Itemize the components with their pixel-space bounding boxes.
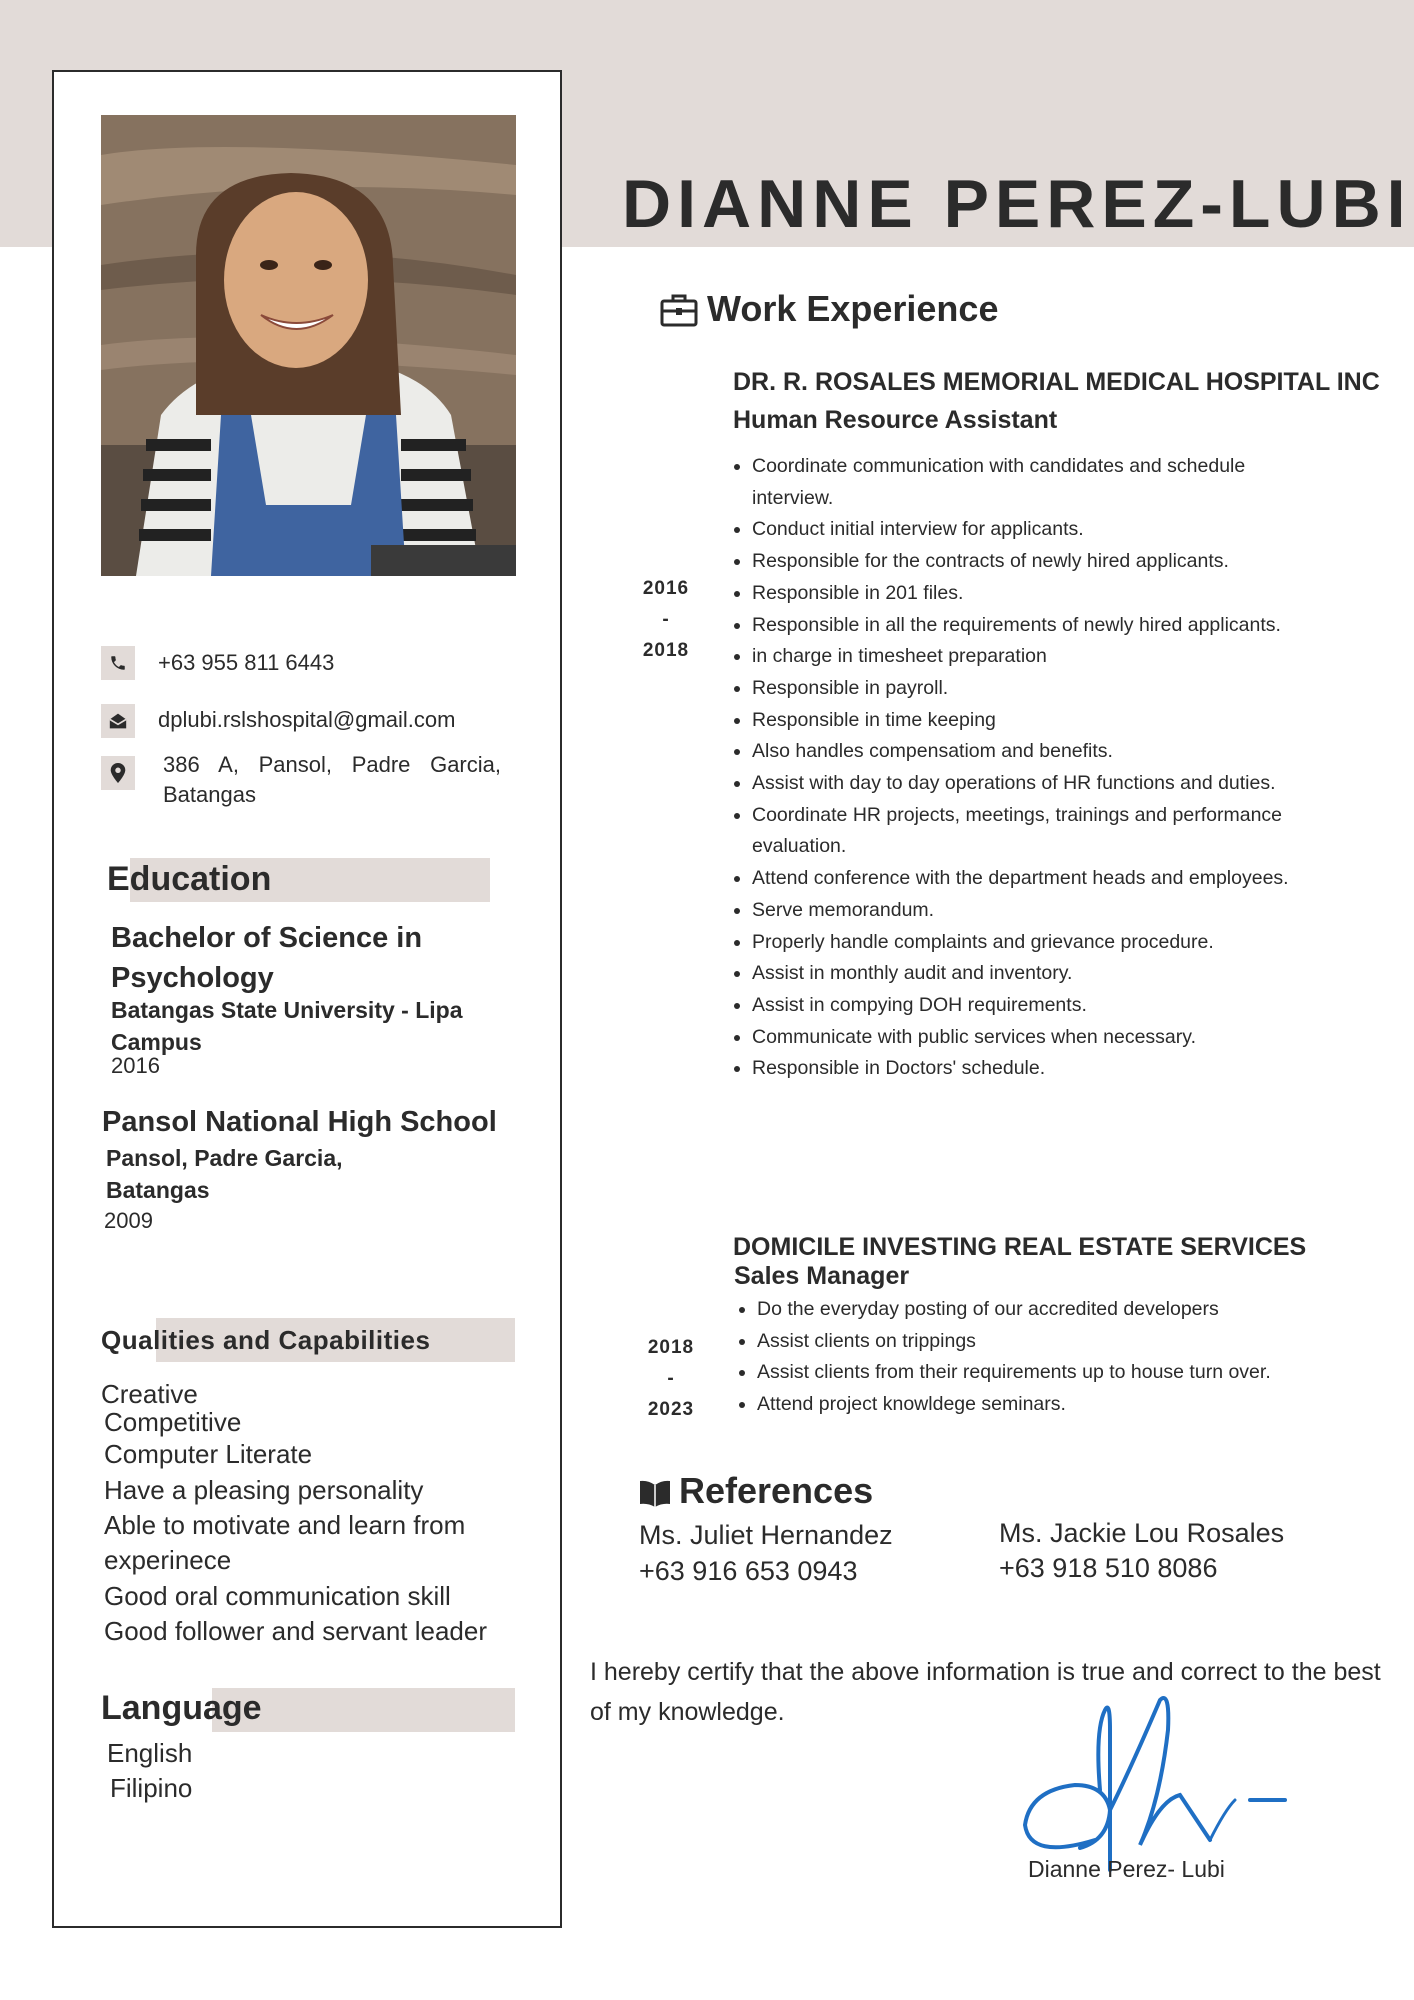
- work-experience-heading: Work Experience: [707, 288, 999, 329]
- duty-item: • Assist clients on trippings: [757, 1326, 1297, 1358]
- education-school-1: Batangas State University - Lipa Campus: [111, 997, 463, 1055]
- profile-photo: [101, 115, 516, 576]
- email-address: dplubi.rslshospital@gmail.com: [158, 707, 456, 732]
- duty-item: • Conduct initial interview for applicants.: [752, 514, 1290, 546]
- mail-icon: [101, 704, 135, 738]
- reference-phone-2: +63 918 510 8086: [999, 1553, 1218, 1583]
- references-heading: References: [679, 1470, 874, 1511]
- reference-phone-1: +63 916 653 0943: [639, 1556, 858, 1586]
- duty-item: • Do the everyday posting of our accredited developers: [757, 1294, 1297, 1326]
- duty-item: • Assist clients from their requirements up to house turn over.: [757, 1357, 1297, 1389]
- duty-item: • Properly handle complaints and grievance procedure.: [752, 927, 1290, 959]
- education-degree-1: Bachelor of Science in Psychology: [111, 922, 423, 994]
- briefcase-icon: [660, 292, 698, 328]
- education-heading: Education: [107, 860, 272, 898]
- language-item: English: [107, 1738, 193, 1768]
- duty-item: • Attend conference with the department heads and employees.: [752, 863, 1290, 895]
- job-year-start: 2016: [642, 578, 690, 599]
- duty-item: • Communicate with public services when necessary.: [752, 1022, 1290, 1054]
- duty-item: • Assist in compying DOH requirements.: [752, 990, 1290, 1022]
- job-company-1: DR. R. ROSALES MEMORIAL MEDICAL HOSPITAL INC: [733, 368, 1380, 396]
- language-heading: Language: [101, 1689, 262, 1727]
- certification-statement: I hereby certify that the above information is true and correct to the best of my knowledge.: [590, 1658, 1381, 1726]
- reference-name-2: Ms. Jackie Lou Rosales: [999, 1518, 1285, 1548]
- duty-item: • Assist in monthly audit and inventory.: [752, 958, 1290, 990]
- duty-item: • Also handles compensatiom and benefits.: [752, 736, 1290, 768]
- duty-item: • Coordinate communication with candidates and schedule interview.: [752, 451, 1290, 514]
- duty-item: • Responsible in 201 files.: [752, 578, 1290, 610]
- duty-item: • Serve memorandum.: [752, 895, 1290, 927]
- quality-item: experinece: [104, 1545, 232, 1575]
- qualities-heading: Qualities and Capabilities: [101, 1325, 431, 1355]
- duty-item: • Responsible in payroll.: [752, 673, 1290, 705]
- duty-item: • in charge in timesheet preparation: [752, 641, 1290, 673]
- duty-item: • Responsible in Doctors' schedule.: [752, 1053, 1290, 1085]
- job-title-1: Human Resource Assistant: [733, 406, 1058, 434]
- job-year-separator: -: [662, 609, 670, 630]
- education-year-1: 2016: [111, 1053, 160, 1078]
- job-company-2: DOMICILE INVESTING REAL ESTATE SERVICES: [733, 1233, 1307, 1261]
- education-school-2: Pansol, Padre Garcia, Batangas: [106, 1145, 343, 1203]
- signature-graphic: [1010, 1690, 1300, 1875]
- quality-item: Computer Literate: [104, 1439, 313, 1469]
- phone-number: +63 955 811 6443: [158, 650, 335, 675]
- duty-item: • Responsible for the contracts of newly hired applicants.: [752, 546, 1290, 578]
- quality-item: Good oral communication skill: [104, 1581, 451, 1611]
- home-address: 386 A, Pansol, Padre Garcia, Batangas: [163, 752, 501, 807]
- signatory-name: Dianne Perez- Lubi: [1028, 1856, 1225, 1882]
- job-year-end: 2018: [642, 640, 690, 661]
- duty-item: • Attend project knowldege seminars.: [757, 1389, 1297, 1421]
- candidate-name: DIANNE PEREZ-LUBI: [622, 166, 1412, 242]
- quality-item: Have a pleasing personality: [104, 1475, 424, 1505]
- quality-item: Creative: [101, 1379, 198, 1409]
- duty-item: • Assist with day to day operations of HR functions and duties.: [752, 768, 1290, 800]
- duty-item: • Responsible in time keeping: [752, 705, 1290, 737]
- duty-item: • Responsible in all the requirements of newly hired applicants.: [752, 610, 1290, 642]
- education-year-2: 2009: [104, 1208, 153, 1233]
- language-item: Filipino: [110, 1773, 193, 1803]
- job-duties-2: [737, 1294, 1297, 1421]
- duty-item: • Coordinate HR projects, meetings, trainings and performance evaluation.: [752, 800, 1290, 863]
- job-year-start: 2018: [647, 1337, 695, 1358]
- quality-item: Good follower and servant leader: [104, 1616, 488, 1646]
- reference-name-1: Ms. Juliet Hernandez: [639, 1520, 893, 1550]
- job-duties-1: [732, 451, 1290, 1085]
- job-year-separator: -: [667, 1368, 675, 1389]
- job-title-2: Sales Manager: [734, 1262, 910, 1290]
- job-years-1: [631, 573, 701, 666]
- phone-icon: [101, 646, 135, 680]
- job-year-end: 2023: [647, 1399, 695, 1420]
- job-years-2: [636, 1332, 706, 1425]
- quality-item: Able to motivate and learn from: [104, 1510, 466, 1540]
- location-pin-icon: [101, 756, 135, 790]
- book-icon: [638, 1477, 672, 1509]
- quality-item: Competitive: [104, 1407, 242, 1437]
- education-degree-2: Pansol National High School: [102, 1106, 497, 1138]
